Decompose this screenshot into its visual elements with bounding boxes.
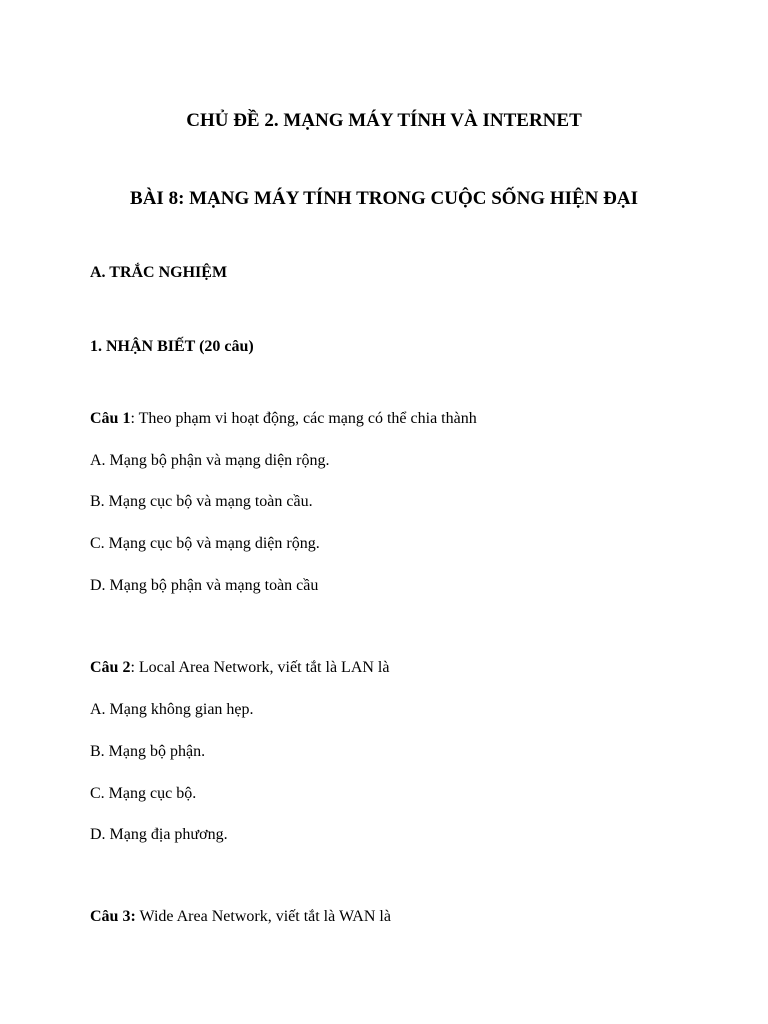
option-2b: B. Mạng bộ phận. xyxy=(90,743,206,760)
question-label: Câu 1 xyxy=(90,410,131,427)
question-label: Câu 3: xyxy=(90,908,136,925)
question-2 xyxy=(90,658,389,678)
question-separator: : xyxy=(130,659,139,676)
option-1d: D. Mạng bộ phận và mạng toàn cầu xyxy=(90,577,319,594)
question-text: Theo phạm vi hoạt động, các mạng có thể chia thành xyxy=(138,410,477,427)
question-3 xyxy=(90,907,391,927)
option-1a: A. Mạng bộ phận và mạng diện rộng. xyxy=(90,452,330,469)
subsection-title: 1. NHẬN BIẾT (20 câu) xyxy=(90,338,254,355)
question-separator: : xyxy=(130,410,139,427)
question-label: Câu 2 xyxy=(90,659,131,676)
option-2a: A. Mạng không gian hẹp. xyxy=(90,701,254,718)
question-text: Local Area Network, viết tắt là LAN là xyxy=(138,659,390,676)
lesson-title: BÀI 8: MẠNG MÁY TÍNH TRONG CUỘC SỐNG HIỆN ĐẠI xyxy=(130,188,638,209)
option-1b: B. Mạng cục bộ và mạng toàn cầu. xyxy=(90,493,313,510)
question-text: Wide Area Network, viết tắt là WAN là xyxy=(139,908,391,925)
option-2c: C. Mạng cục bộ. xyxy=(90,785,197,802)
topic-title: CHỦ ĐỀ 2. MẠNG MÁY TÍNH VÀ INTERNET xyxy=(186,110,582,131)
question-1 xyxy=(90,409,477,429)
option-1c: C. Mạng cục bộ và mạng diện rộng. xyxy=(90,535,320,552)
section-title: A. TRẮC NGHIỆM xyxy=(90,264,228,281)
option-2d: D. Mạng địa phương. xyxy=(90,826,228,843)
